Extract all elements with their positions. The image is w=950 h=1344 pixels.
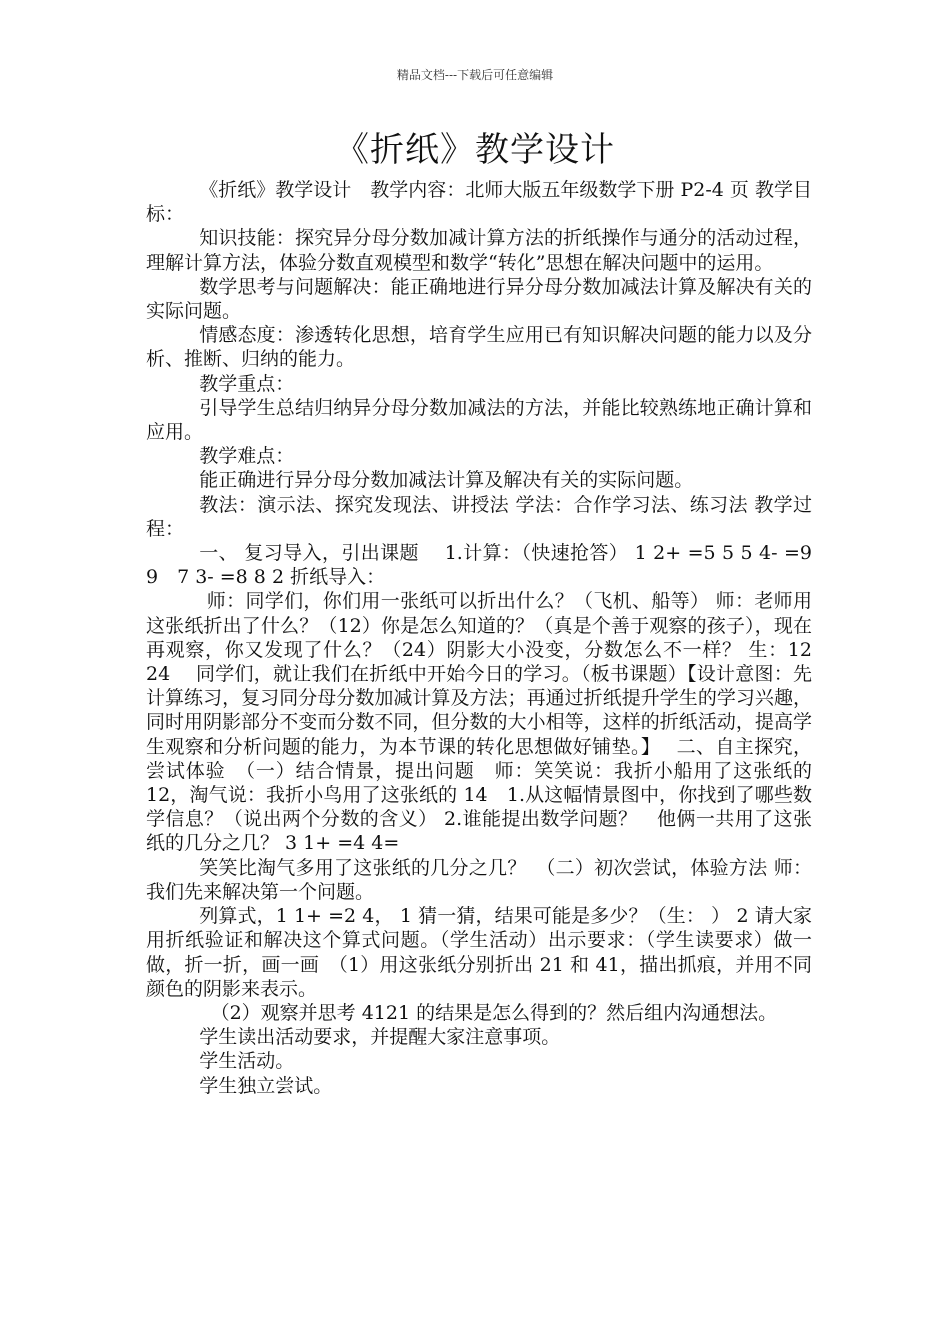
paragraph-review: 一、 复习导入，引出课题 1.计算：（快速抢答） 1 2+ =5 5 5 4- =9 9 7 3- =8 8 2 折纸导入： <box>146 542 812 589</box>
paragraph-methods: 教法：演示法、探究发现法、讲授法 学法：合作学习法、练习法 教学过程： <box>146 493 812 540</box>
paragraph-knowledge-skills: 知识技能：探究异分母分数加减计算方法的折纸操作与通分的活动过程，理解计算方法，体验分数直观模型和数学“转化”思想在解决问题中的运用。 <box>146 227 812 274</box>
paragraph-second-question: 笑笑比淘气多用了这张纸的几分之几？ （二）初次尝试，体验方法 师：我们先来解决第一个问题。 <box>146 856 812 903</box>
paragraph-student-activity: 学生活动。 <box>199 1050 295 1073</box>
paragraph-read-requirements: 学生读出活动要求，并提醒大家注意事项。 <box>199 1026 561 1049</box>
paragraph-dialogue: 师：同学们，你们用一张纸可以折出什么？（飞机、船等） 师：老师用这张纸折出了什么？（12）你是怎么知道的？（真是个善于观察的孩子），现在再观察，你又发现了什么？（24）阴影大小没变，分数怎么不一样？ 生：12 24 同学们，就让我们在折纸中开始今日的学习。（板书课题）【设计意图：先计算练习，复习同分母分数加减计算及方法；再通过折纸提升学生的学习兴趣，同时用阴影部分不变而分数不同，但分数的大小相等，这样的折纸活动，提高学生观察和分析问题的能力，为本节课的转化思想做好铺垫。】 二、自主探究，尝试体验 （一）结合情景，提出问题 师：笑笑说：我折小船用了这张纸的 12，淘气说：我折小鸟用了这张纸的 14 1.从这幅情景图中，你找到了哪些数学信息？（说出两个分数的含义） 2.谁能提出数学问题？ 他俩一共用了这张纸的几分之几？ 3 1+ =4 4= <box>146 590 851 855</box>
paragraph-attitude: 情感态度：渗透转化思想，培育学生应用已有知识解决问题的能力以及分析、推断、归纳的能力。 <box>146 324 812 371</box>
paragraph-difficulty-heading: 教学难点： <box>199 445 295 468</box>
paragraph-observe: （2）观察并思考 4121 的结果是怎么得到的？然后组内沟通想法。 <box>210 1001 778 1024</box>
paragraph-equation: 列算式，1 1+ =2 4， 1 猜一猜，结果可能是多少？（生： ） 2 请大家用折纸验证和解决这个算式问题。（学生活动）出示要求：（学生读要求）做一做，折一折，画一画 （1）用这张纸分别折出 21 和 41，描出抓痕，并用不同颜色的阴影来表示。 <box>146 905 812 1000</box>
document-title: 《折纸》教学设计 <box>335 130 615 170</box>
paragraph-independent-try: 学生独立尝试。 <box>199 1074 333 1097</box>
paragraph-intro: 《折纸》教学设计 教学内容：北师大版五年级数学下册 P2-4 页 教学目标： <box>146 179 812 226</box>
paragraph-math-thinking: 数学思考与问题解决：能正确地进行异分母分数加减法计算及解决有关的实际问题。 <box>146 275 812 323</box>
paragraph-key-point: 引导学生总结归纳异分母分数加减法的方法，并能比较熟练地正确计算和应用。 <box>146 396 812 444</box>
document-body <box>146 178 851 1098</box>
header-watermark: 精品文档---下载后可任意编辑 <box>396 68 554 82</box>
paragraph-key-point-heading: 教学重点： <box>199 372 295 395</box>
paragraph-difficulty: 能正确进行异分母分数加减法计算及解决有关的实际问题。 <box>199 469 694 492</box>
